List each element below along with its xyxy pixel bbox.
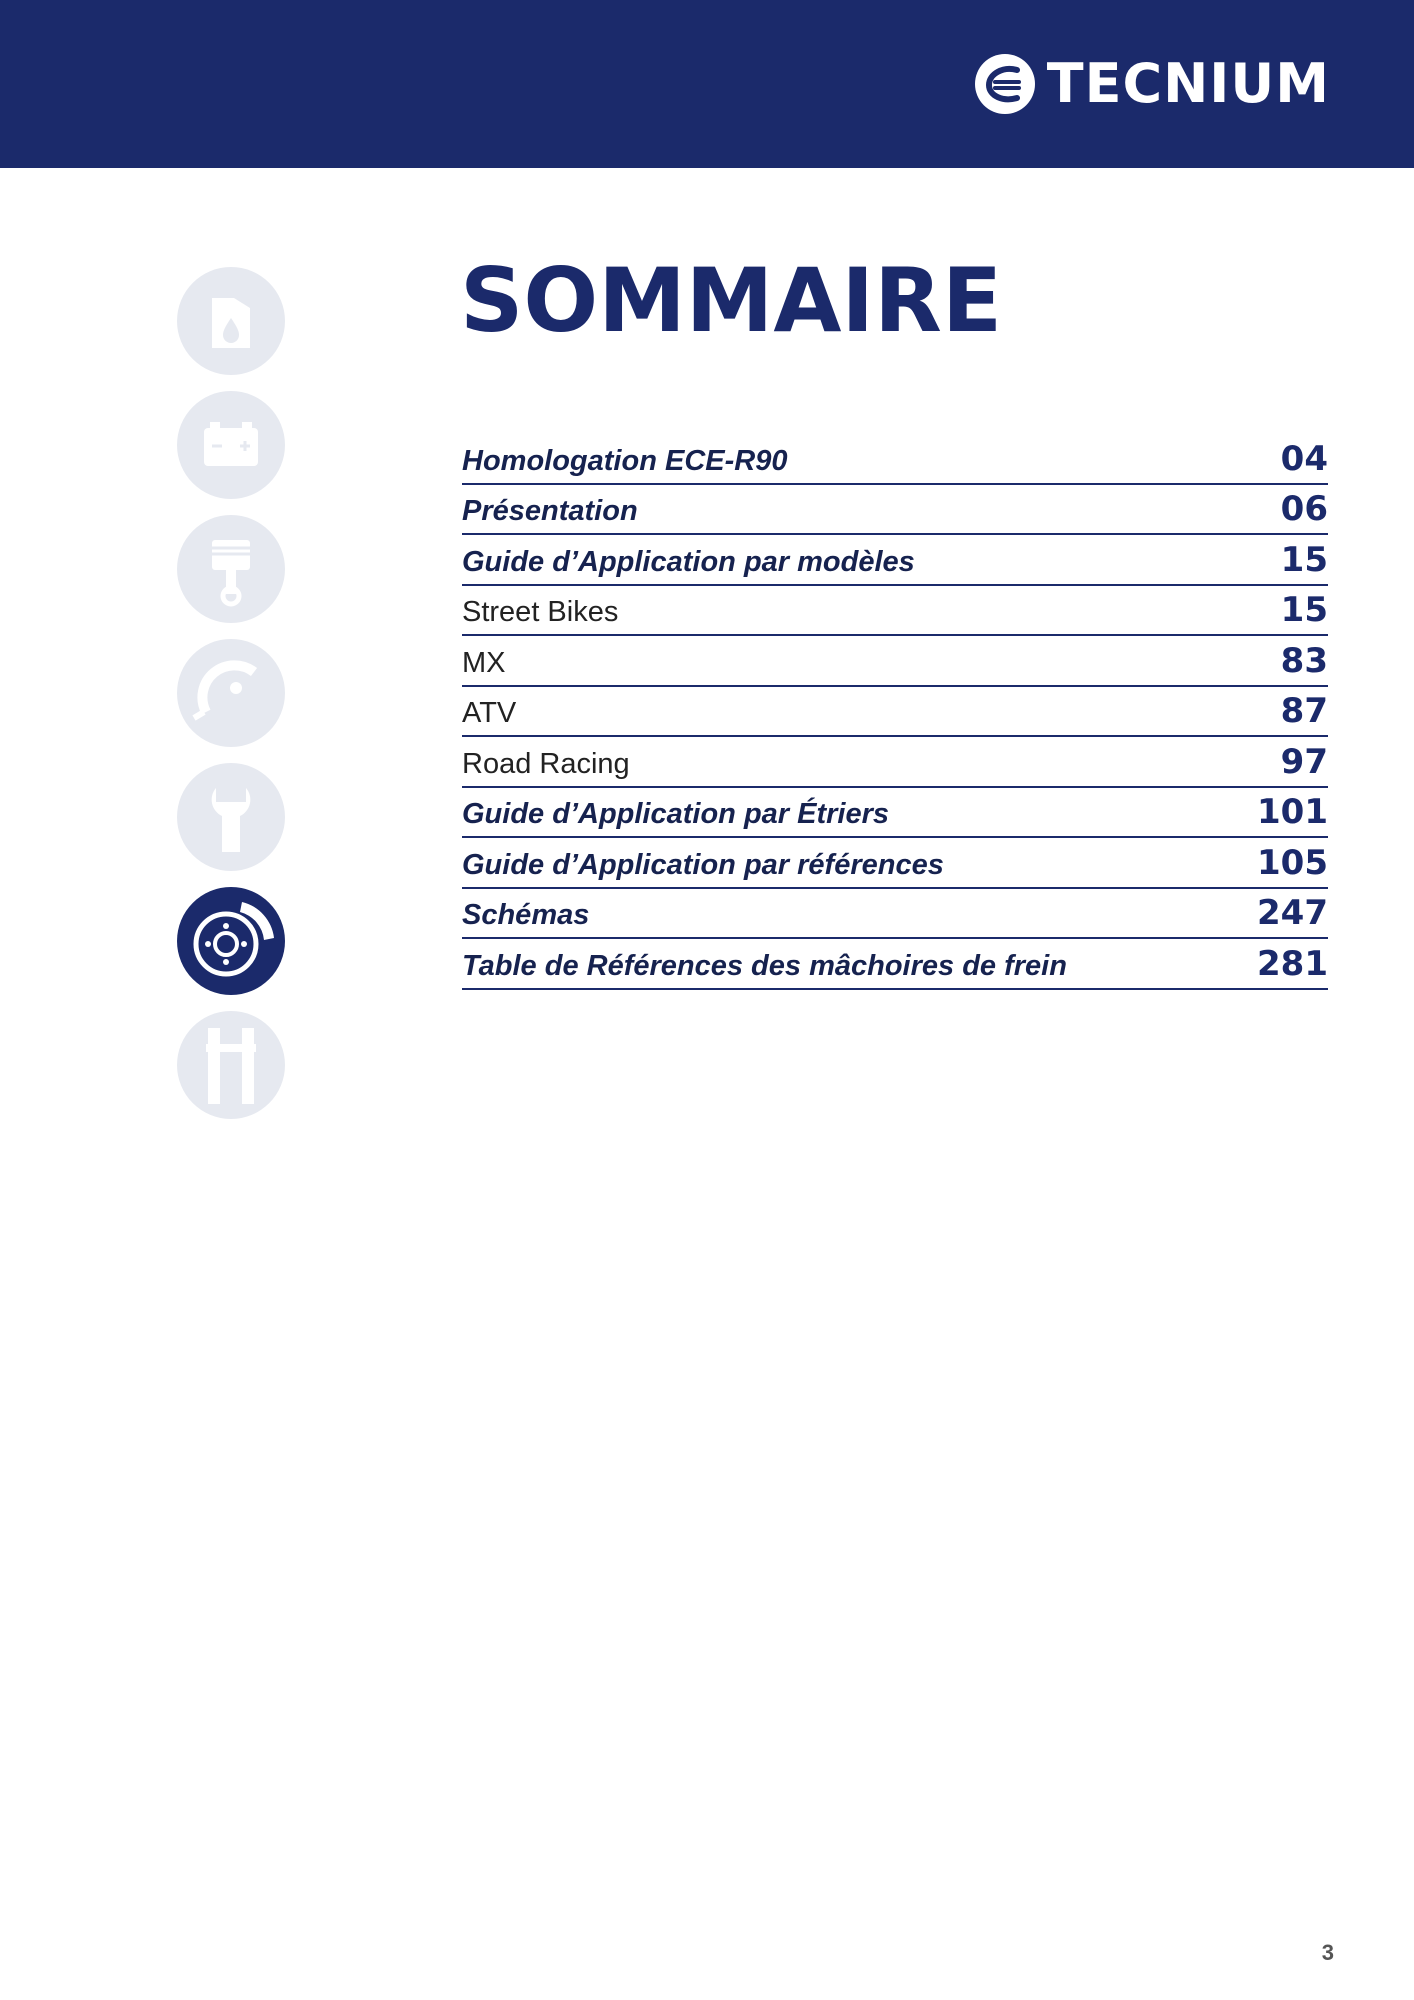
toc-row[interactable] <box>462 535 1328 586</box>
toc-entry-page: 06 <box>1280 489 1328 529</box>
toc-row[interactable] <box>462 485 1328 536</box>
oil-can-icon[interactable] <box>176 266 286 376</box>
battery-icon[interactable] <box>176 390 286 500</box>
toc-row[interactable] <box>462 687 1328 738</box>
toc-entry-page: 97 <box>1280 741 1328 782</box>
toc-entry-label: Table de Références des mâchoires de frein <box>462 949 1067 982</box>
suspension-fork-icon[interactable] <box>176 1010 286 1120</box>
toc-entry-label: Street Bikes <box>462 596 619 628</box>
toc-row[interactable] <box>462 788 1328 839</box>
category-icons <box>176 266 288 1134</box>
toc-row[interactable] <box>462 434 1328 485</box>
tecnium-logo-icon <box>973 52 1037 116</box>
toc-row[interactable] <box>462 939 1328 990</box>
gear-part-icon[interactable] <box>176 638 286 748</box>
brand-name: TECNIUM <box>1046 52 1330 115</box>
brake-disc-icon[interactable] <box>176 886 286 996</box>
toc-entry-label: Présentation <box>462 495 638 527</box>
table-of-contents <box>462 434 1328 990</box>
toc-entry-page: 15 <box>1280 539 1328 580</box>
toc-entry-page: 247 <box>1257 893 1328 933</box>
toc-entry-page: 83 <box>1280 640 1328 681</box>
toc-row[interactable] <box>462 586 1328 637</box>
toc-entry-label: Guide d’Application par références <box>462 848 944 881</box>
toc-row[interactable] <box>462 838 1328 889</box>
piston-icon[interactable] <box>176 514 286 624</box>
toc-entry-page: 04 <box>1280 438 1328 479</box>
page-number: 3 <box>1321 1940 1334 1965</box>
page-title: SOMMAIRE <box>460 249 1003 352</box>
toc-entry-label: Schémas <box>462 899 590 931</box>
toc-entry-label: Homologation ECE-R90 <box>462 444 788 477</box>
toc-entry-label: Guide d’Application par Étriers <box>462 798 890 830</box>
toc-entry-page: 105 <box>1257 842 1328 883</box>
wrench-icon[interactable] <box>176 762 286 872</box>
toc-entry-page: 281 <box>1257 943 1328 984</box>
toc-entry-label: Guide d’Application par modèles <box>462 545 915 578</box>
toc-row[interactable] <box>462 636 1328 687</box>
brand-logo <box>973 52 1330 116</box>
toc-entry-page: 87 <box>1280 691 1328 731</box>
toc-entry-label: Road Racing <box>462 747 630 780</box>
toc-entry-label: ATV <box>462 697 517 729</box>
header-bar <box>0 0 1414 168</box>
toc-row[interactable] <box>462 737 1328 788</box>
toc-row[interactable] <box>462 889 1328 940</box>
toc-entry-label: MX <box>462 646 506 679</box>
toc-entry-page: 15 <box>1280 590 1328 630</box>
toc-entry-page: 101 <box>1257 792 1328 832</box>
